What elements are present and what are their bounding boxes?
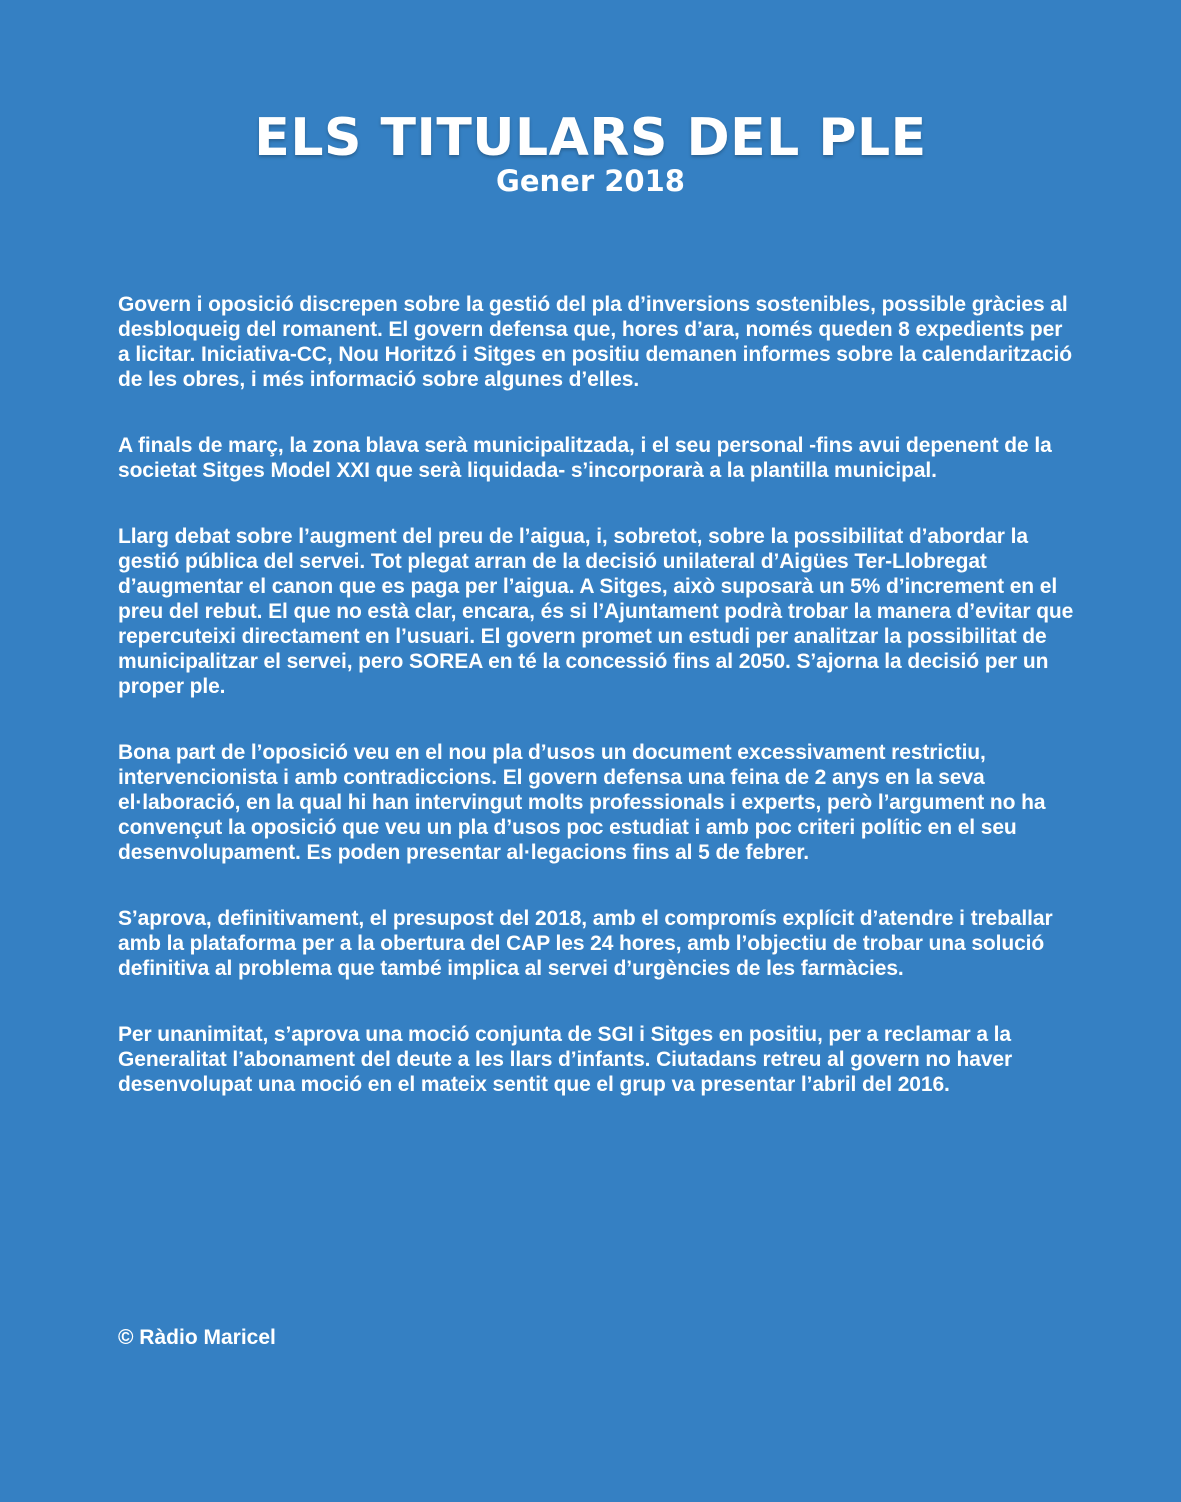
headline-paragraph: Llarg debat sobre l’augment del preu de l’aigua, i, sobretot, sobre la possibilitat d’abordar la gestió pública del servei. Tot plegat arran de la decisió unilateral d’Aigües Ter-Llobregat d’augmentar el canon que es paga per l’aigua. A Sitges, això suposarà un 5% d’increment en el preu del rebut. El que no està clar, encara, és si l’Ajuntament podrà trobar la manera d’evitar que repercuteixi directament en l’usuari. El govern promet un estudi per analitzar la possibilitat de municipalitzar el servei, pero SOREA en té la concessió fins al 2050. S’ajorna la decisió per un proper ple.: [118, 525, 1074, 698]
headline-list: [118, 292, 1078, 1138]
headline-paragraph: S’aprova, definitivament, el presupost del 2018, amb el compromís explícit d’atendre i treballar amb la plataforma per a la obertura del CAP les 24 hores, amb l’objectiu de trobar una solució definitiva al problema que també implica al servei d’urgències de les farmàcies.: [118, 907, 1053, 980]
headline-paragraph: Bona part de l’oposició veu en el nou pla d’usos un document excessivament restrictiu, intervencionista i amb contradiccions. El govern defensa una feina de 2 anys en la seva el·laboració, en la qual hi han intervingut molts professionals i experts, però l’argument no ha convençut la oposició que veu un pla d’usos poc estudiat i amb poc criteri polític en el seu desenvolupament. Es poden presentar al·legacions fins al 5 de febrer.: [118, 741, 1046, 864]
headline-paragraph: A finals de març, la zona blava serà municipalitzada, i el seu personal -fins avui depenent de la societat Sitges Model XXI que serà liquidada- s’incorporarà a la plantilla municipal.: [118, 434, 1052, 482]
copyright-notice: © Ràdio Maricel: [118, 1326, 276, 1349]
page-subtitle: Gener 2018: [496, 164, 685, 198]
headline-paragraph: Govern i oposició discrepen sobre la gestió del pla d’inversions sostenibles, possible gràcies al desbloqueig del romanent. El govern defensa que, hores d’ara, només queden 8 expedients per a licitar. Iniciativa-CC, Nou Horitzó i Sitges en positiu demanen informes sobre la calendarització de les obres, i més informació sobre algunes d’elles.: [118, 293, 1072, 391]
page-title: ELS TITULARS DEL PLE: [254, 108, 927, 168]
headline-paragraph: Per unanimitat, s’aprova una moció conjunta de SGI i Sitges en positiu, per a reclamar a la Generalitat l’abonament del deute a les llars d’infants. Ciutadans retreu al govern no haver desenvolupat una moció en el mateix sentit que el grup va presentar l’abril del 2016.: [118, 1023, 1013, 1096]
